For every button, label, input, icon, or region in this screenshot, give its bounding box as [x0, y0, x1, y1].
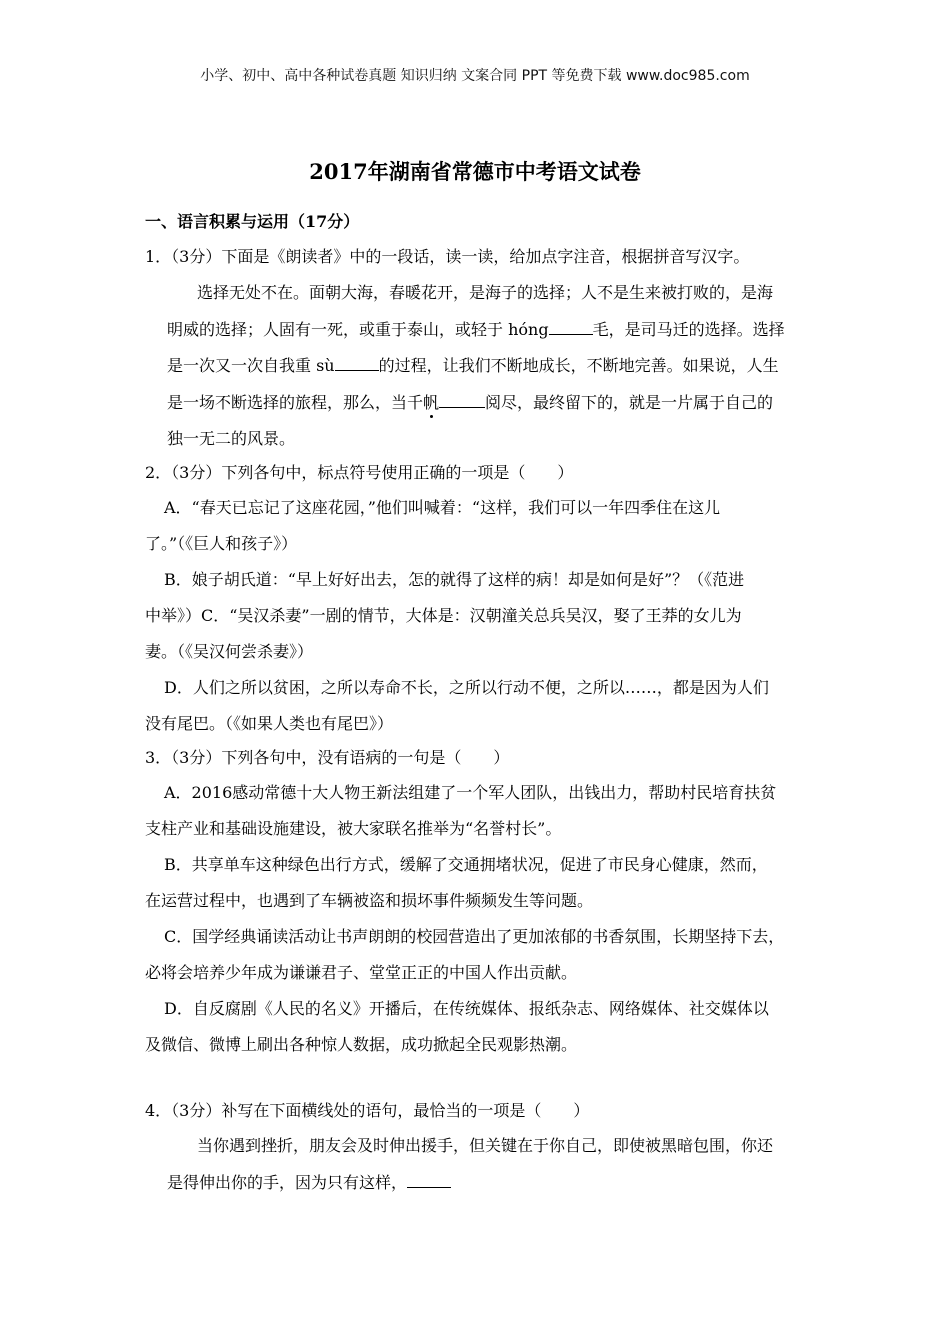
question-2-option-b: B．娘子胡氏道：“早上好好出去，怎的就得了这样的病！却是如何是好”？（《范进 [164, 570, 745, 589]
question-1-passage-line [167, 318, 785, 341]
dotted-character: 帆 [423, 393, 440, 412]
question-3-option-d: D．自反腐剧《人民的名义》开播后，在传统媒体、报纸杂志、网络媒体、社交媒体以 [164, 999, 769, 1018]
question-3-option-d-cont: 及微信、微博上刷出各种惊人数据，成功掀起全民观影热潮。 [145, 1035, 578, 1054]
question-3-option-a-cont: 支柱产业和基础设施建设，被大家联名推举为“名誉村长”。 [145, 819, 562, 838]
fill-blank[interactable] [335, 354, 379, 371]
question-1-passage-line [167, 354, 779, 377]
page-header: 小学、初中、高中各种试卷真题 知识归纳 文案合同 PPT 等免费下载 www.doc985.com [200, 68, 750, 84]
question-3-option-c-cont: 必将会培养少年成为谦谦君子、堂堂正正的中国人作出贡献。 [145, 963, 578, 982]
question-2-option-a-cont: 了。”（《巨人和孩子》） [145, 534, 298, 553]
question-1-passage-line: 独一无二的风景。 [167, 429, 296, 448]
question-1-passage-line [167, 391, 773, 414]
page-title: 2017年湖南省常德市中考语文试卷 [309, 159, 641, 184]
question-3-option-c: C．国学经典诵读活动让书声朗朗的校园营造出了更加浓郁的书香氛围，长期坚持下去， [164, 927, 785, 946]
passage-text: 的过程，让我们不断地成长，不断地完善。如果说，人生 [378, 356, 779, 375]
question-3-option-b-cont: 在运营过程中，也遇到了车辆被盗和损坏事件频频发生等问题。 [145, 891, 594, 910]
question-2-option-d-cont: 没有尾巴。（《如果人类也有尾巴》） [145, 714, 394, 733]
passage-text: 明威的选择；人固有一死，或重于泰山，或轻于 hóng [167, 320, 549, 339]
question-2-option-d: D．人们之所以贫困，之所以寿命不长，之所以行动不便，之所以……，都是因为人们 [164, 678, 769, 697]
passage-text: 是一场不断选择的旅程，那么，当千 [167, 393, 424, 412]
passage-text: 是一次又一次自我重 sù [167, 356, 335, 375]
fill-blank[interactable] [407, 1171, 451, 1188]
fill-blank[interactable] [549, 318, 593, 335]
question-3-option-a: A．2016感动常德十大人物王新法组建了一个军人团队，出钱出力，帮助村民培育扶贫 [164, 783, 777, 802]
question-3-stem: 3．（3分）下列各句中，没有语病的一句是（ ） [145, 748, 510, 767]
question-1-stem: 1．（3分）下面是《朗读者》中的一段话，读一读，给加点字注音，根据拼音写汉字。 [145, 247, 750, 266]
section-heading: 一、语言积累与运用（17分） [145, 212, 360, 231]
question-3-option-b: B．共享单车这种绿色出行方式，缓解了交通拥堵状况，促进了市民身心健康，然而， [164, 855, 768, 874]
question-1-passage-line: 选择无处不在。面朝大海，春暖花开，是海子的选择；人不是生来被打败的，是海 [197, 283, 774, 302]
fill-blank[interactable] [439, 391, 485, 408]
question-2-stem: 2．（3分）下列各句中，标点符号使用正确的一项是（ ） [145, 463, 574, 482]
question-2-option-c-cont: 妻。（《吴汉何尝杀妻》） [145, 642, 314, 661]
passage-text: 阅尽，最终留下的，就是一片属于自己的 [485, 393, 774, 412]
passage-text: 毛，是司马迁的选择。选择 [592, 320, 785, 339]
question-4-passage-line [167, 1171, 451, 1194]
question-4-passage-line: 当你遇到挫折，朋友会及时伸出援手，但关键在于你自己，即使被黑暗包围，你还 [197, 1136, 774, 1155]
question-4-stem: 4．（3分）补写在下面横线处的语句，最恰当的一项是（ ） [145, 1101, 590, 1120]
passage-text: 是得伸出你的手，因为只有这样， [167, 1173, 408, 1192]
question-2-option-b-cont: 中举》）C．“吴汉杀妻”一剧的情节，大体是：汉朝潼关总兵吴汉，娶了王莽的女儿为 [145, 606, 742, 625]
question-2-option-a: A．“春天已忘记了这座花园，”他们叫喊着：“这样，我们可以一年四季住在这儿 [164, 498, 721, 517]
